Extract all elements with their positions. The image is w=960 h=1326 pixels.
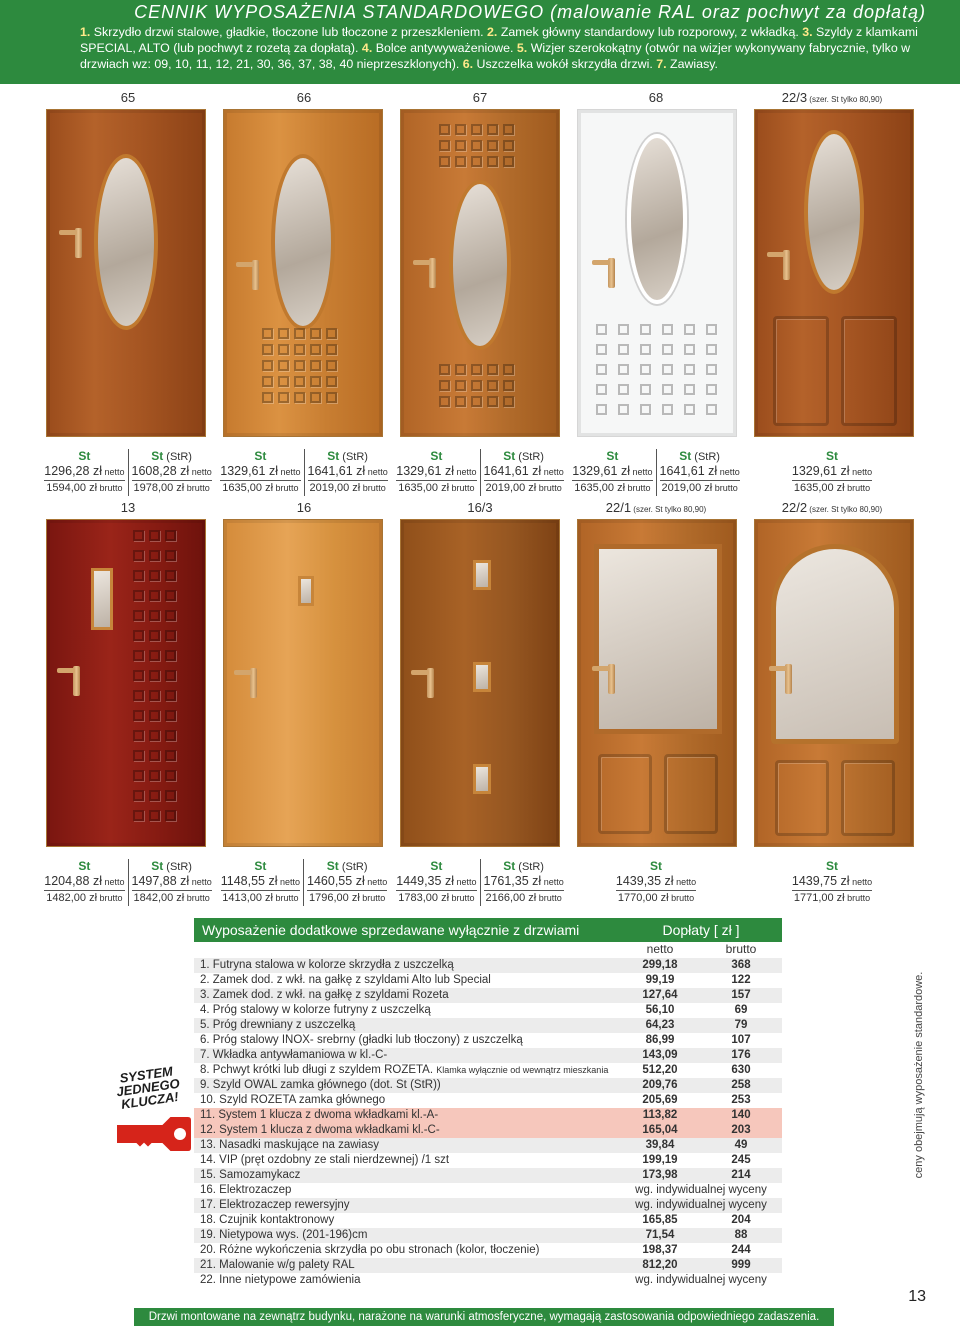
- row-brutto: 140: [731, 1109, 751, 1121]
- door-panel: [775, 760, 829, 836]
- row-name: 22. Inne nietypowe zamówienia: [200, 1274, 361, 1286]
- door-slot: [394, 519, 567, 855]
- door-image-22-3[interactable]: [754, 109, 914, 437]
- door-image-16[interactable]: [223, 519, 383, 847]
- door-label: 16: [296, 500, 312, 515]
- row-brutto: 122: [731, 974, 751, 986]
- item-text: Zawiasy.: [666, 57, 718, 71]
- door-image-67[interactable]: [400, 109, 560, 437]
- square-pattern: [439, 124, 514, 167]
- door-slot: [394, 109, 567, 445]
- row-netto: 71,54: [645, 1229, 675, 1241]
- door-panel: [841, 316, 897, 426]
- square-pattern: [596, 324, 718, 415]
- table-row: [194, 973, 782, 988]
- page-number: 13: [908, 1288, 926, 1305]
- single-key-system-badge: [108, 1063, 188, 1162]
- price-cell: [40, 859, 216, 906]
- item-number: 5.: [516, 41, 528, 55]
- door-slot: [570, 109, 743, 445]
- table-row: [194, 1018, 782, 1033]
- table-row: [194, 988, 782, 1003]
- door-handle-icon: [252, 260, 259, 290]
- square-pattern: [262, 328, 337, 403]
- door-images: [40, 109, 920, 445]
- square-pattern: [439, 364, 514, 407]
- row-brutto: 368: [731, 959, 751, 971]
- row-brutto: 204: [731, 1214, 751, 1226]
- rect-glass: [473, 662, 491, 692]
- price-cell: [568, 859, 744, 906]
- price-cell: [40, 449, 216, 496]
- rect-glass: [298, 576, 314, 606]
- item-number: 7.: [656, 57, 667, 71]
- item-number: 6.: [462, 57, 474, 71]
- door-row-2: [40, 500, 920, 906]
- row-price-note: wg. indywidualnej wyceny: [635, 1184, 767, 1196]
- table-row: [194, 1078, 782, 1093]
- door-slot: [747, 519, 920, 855]
- door-handle-icon: [75, 228, 82, 258]
- row-brutto: 253: [731, 1094, 751, 1106]
- table-row: [194, 1033, 782, 1048]
- row-netto: 165,85: [642, 1214, 678, 1226]
- door-image-16-3[interactable]: [400, 519, 560, 847]
- door-label: 22/1 (szer. St tylko 80,90): [605, 500, 707, 515]
- oval-glass: [804, 130, 864, 294]
- row-name: 1. Futryna stalowa w kolorze skrzydła z uszczelką: [200, 959, 454, 971]
- price-row: [40, 859, 920, 906]
- price-col: St 1439,35 zł netto 1770,00 zł brutto: [615, 859, 697, 904]
- badge-text: SYSTEM JEDNEGO KLUCZA!: [115, 1063, 181, 1112]
- row-name: 10. Szyld ROZETA zamka głównego: [200, 1094, 386, 1106]
- door-labels: [40, 90, 920, 105]
- footer-note: Drzwi montowane na zewnątrz budynku, narażone na warunki atmosferyczne, wymagają zastosowania odpowiedniego zadaszenia.: [134, 1308, 834, 1326]
- row-netto: 113,82: [642, 1109, 678, 1121]
- oval-glass: [271, 154, 335, 330]
- door-label: 22/2 (szer. St tylko 80,90): [781, 500, 883, 515]
- table-row: [194, 1108, 782, 1123]
- row-netto: 512,20: [642, 1064, 678, 1076]
- row-netto: 127,64: [642, 989, 678, 1001]
- table-row: [194, 1063, 782, 1078]
- row-netto: 86,99: [645, 1034, 675, 1046]
- row-name: 8. Pchwyt krótki lub długi z szyldem ROZETA. Klamka wyłącznie od wewnątrz mieszkania: [200, 1064, 609, 1076]
- price-col: St (StR) 1761,35 zł netto 2166,00 zł brutto: [480, 859, 567, 906]
- row-name: 3. Zamek dod. z wkł. na gałkę z szyldami Rozeta: [200, 989, 449, 1001]
- accessories-table: [194, 918, 782, 1288]
- price-col: St 1449,35 zł netto 1783,00 zł brutto: [396, 859, 477, 904]
- table-row: [194, 1198, 782, 1213]
- price-cell: [744, 449, 920, 496]
- row-brutto: 49: [734, 1139, 748, 1151]
- door-panel: [598, 754, 652, 834]
- price-col: St 1439,75 zł netto 1771,00 zł brutto: [791, 859, 873, 904]
- item-text: Wizjer szerokokątny (otwór na wizjer wykonywany fabrycznie, tylko w drzwiach wz: 09, 10, 11, 12, 21, 30, 36, 37, 38, 40 nieprzeszklonych).: [80, 41, 911, 71]
- item-number: 1.: [80, 25, 91, 39]
- price-header: Dopłaty [ zł ]: [662, 922, 740, 938]
- arched-glass: [771, 544, 899, 744]
- oval-glass: [94, 154, 158, 330]
- row-name: 20. Różne wykończenia skrzydła po obu stronach (kolor, tłoczenie): [200, 1244, 540, 1256]
- price-cell: [392, 449, 568, 496]
- door-handle-icon: [608, 258, 615, 288]
- row-name: 21. Malowanie w/g palety RAL: [200, 1259, 355, 1271]
- row-brutto: 176: [731, 1049, 751, 1061]
- door-images: [40, 519, 920, 855]
- row-brutto: 258: [731, 1079, 751, 1091]
- door-slot: [40, 109, 213, 445]
- table-row: [194, 1183, 782, 1198]
- table-row: [194, 1153, 782, 1168]
- row-brutto: 79: [734, 1019, 748, 1031]
- door-label: 67: [472, 90, 488, 105]
- row-name: 2. Zamek dod. z wkł. na gałkę z szyldami Alto lub Special: [200, 974, 491, 986]
- row-name: 5. Próg drewniany z uszczelką: [200, 1019, 356, 1031]
- row-name: 15. Samozamykacz: [200, 1169, 301, 1181]
- price-col: St 1329,61 zł netto 1635,00 zł brutto: [572, 449, 653, 494]
- door-label: 66: [296, 90, 312, 105]
- door-handle-icon: [73, 666, 80, 696]
- price-col: St (StR) 1497,88 zł netto 1842,00 zł brutto: [128, 859, 215, 906]
- price-cell: [392, 859, 568, 906]
- price-cell: [216, 859, 392, 906]
- square-pattern: [133, 530, 176, 821]
- price-cell: [744, 859, 920, 906]
- door-handle-icon: [608, 664, 615, 694]
- door-slot: [570, 519, 743, 855]
- door-image-22-2[interactable]: [754, 519, 914, 847]
- table-row: [194, 1258, 782, 1273]
- row-brutto: 245: [731, 1154, 751, 1166]
- item-text: Skrzydło drzwi stalowe, gładkie, tłoczone lub tłoczone z przeszkleniem.: [90, 25, 488, 39]
- item-text: Zamek główny standardowy lub rozporowy, z wkładką.: [497, 25, 803, 39]
- table-row: [194, 1138, 782, 1153]
- row-netto: 56,10: [645, 1004, 675, 1016]
- row-price-note: wg. indywidualnej wyceny: [635, 1274, 767, 1286]
- door-handle-icon: [427, 668, 434, 698]
- price-col: St 1329,61 zł netto 1635,00 zł brutto: [791, 449, 873, 494]
- row-netto: 812,20: [642, 1259, 678, 1271]
- row-name: 18. Czujnik kontaktronowy: [200, 1214, 335, 1226]
- door-handle-icon: [785, 664, 792, 694]
- door-label: 68: [648, 90, 664, 105]
- door-label: 65: [120, 90, 136, 105]
- row-name: 17. Elektrozaczep rewersyjny: [200, 1199, 350, 1211]
- row-name: 16. Elektrozaczep: [200, 1184, 292, 1196]
- door-slot: [217, 519, 390, 855]
- door-slot: [217, 109, 390, 445]
- table-row: [194, 1003, 782, 1018]
- table-row: [194, 1093, 782, 1108]
- door-slot: [747, 109, 920, 445]
- row-name: 9. Szyld OWAL zamka głównego (dot. St (StR)): [200, 1079, 441, 1091]
- item-number: 2.: [487, 25, 498, 39]
- accessories-title: Wyposażenie dodatkowe sprzedawane wyłącznie z drzwiami: [202, 922, 580, 938]
- item-number: 3.: [802, 25, 813, 39]
- price-col: St 1329,61 zł netto 1635,00 zł brutto: [396, 449, 477, 494]
- door-panel: [841, 760, 895, 836]
- row-name: 19. Nietypowa wys. (201-196)cm: [200, 1229, 368, 1241]
- row-netto: 199,19: [642, 1154, 678, 1166]
- table-row: [194, 1228, 782, 1243]
- door-image-13[interactable]: [46, 519, 206, 847]
- price-col: St (StR) 1460,55 zł netto 1796,00 zł brutto: [303, 859, 390, 906]
- accessories-rows: [194, 958, 782, 1288]
- row-brutto: 999: [731, 1259, 751, 1271]
- row-name: 13. Nasadki maskujące na zawiasy: [200, 1139, 379, 1151]
- row-brutto: 157: [731, 989, 751, 1001]
- door-panel: [773, 316, 829, 426]
- price-col: St 1329,61 zł netto 1635,00 zł brutto: [220, 449, 301, 494]
- row-brutto: 214: [731, 1169, 751, 1181]
- door-image-68[interactable]: [577, 109, 737, 437]
- table-row: [194, 1048, 782, 1063]
- side-note: ceny obejmują wyposażenie standardowe.: [913, 971, 925, 1179]
- row-name: 11. System 1 klucza z dwoma wkładkami kl.-A-: [200, 1109, 439, 1121]
- accessories-subheader: [194, 942, 782, 958]
- door-handle-icon: [250, 668, 257, 698]
- row-netto: 173,98: [642, 1169, 678, 1181]
- row-name: 4. Próg stalowy w kolorze futryny z uszczelką: [200, 1004, 431, 1016]
- table-row: [194, 958, 782, 973]
- row-brutto: 107: [731, 1034, 751, 1046]
- rect-glass: [473, 764, 491, 794]
- price-col: St (StR) 1641,61 zł netto 2019,00 zł brutto: [480, 449, 567, 496]
- row-name: 7. Wkładka antywłamaniowa w kl.-C-: [200, 1049, 388, 1061]
- row-brutto: 203: [731, 1124, 751, 1136]
- row-price-note: wg. indywidualnej wyceny: [635, 1199, 767, 1211]
- price-col: St (StR) 1641,61 zł netto 2019,00 zł brutto: [656, 449, 743, 496]
- row-netto: 209,76: [642, 1079, 678, 1091]
- row-name: 6. Próg stalowy INOX- srebrny (gładki lub tłoczony) z uszczelką: [200, 1034, 523, 1046]
- door-label: 22/3 (szer. St tylko 80,90): [781, 90, 883, 105]
- row-netto: 99,19: [645, 974, 675, 986]
- table-row: [194, 1168, 782, 1183]
- door-handle-icon: [783, 250, 790, 280]
- price-col: St (StR) 1641,61 zł netto 2019,00 zł brutto: [304, 449, 391, 496]
- rect-glass: [594, 544, 722, 734]
- door-image-22-1[interactable]: [577, 519, 737, 847]
- row-name: 12. System 1 klucza z dwoma wkładkami kl.-C-: [200, 1124, 440, 1136]
- price-col: St (StR) 1608,28 zł netto 1978,00 zł brutto: [128, 449, 215, 496]
- table-row: [194, 1273, 782, 1288]
- oval-glass: [627, 134, 687, 304]
- door-row-1: [40, 90, 920, 496]
- row-brutto: 69: [734, 1004, 748, 1016]
- door-label: 16/3: [467, 500, 493, 515]
- row-netto: 165,04: [642, 1124, 678, 1136]
- door-labels: [40, 500, 920, 515]
- door-handle-icon: [429, 258, 436, 288]
- oval-glass: [449, 180, 511, 350]
- col-brutto: brutto: [725, 942, 757, 956]
- col-netto: netto: [646, 942, 674, 956]
- table-row: [194, 1243, 782, 1258]
- rect-glass: [91, 568, 113, 630]
- banner-title: CENNIK WYPOSAŻENIA STANDARDOWEGO (malowanie RAL oraz pochwyt za dopłatą): [134, 2, 926, 22]
- row-brutto: 244: [731, 1244, 751, 1256]
- accessories-header: [194, 918, 782, 942]
- table-row: [194, 1213, 782, 1228]
- door-image-66[interactable]: [223, 109, 383, 437]
- price-col: St 1204,88 zł netto 1482,00 zł brutto: [44, 859, 125, 904]
- price-col: St 1148,55 zł netto 1413,00 zł brutto: [220, 859, 301, 904]
- price-cell: [216, 449, 392, 496]
- row-netto: 39,84: [645, 1139, 675, 1151]
- row-netto: 143,09: [642, 1049, 678, 1061]
- row-netto: 198,37: [642, 1244, 678, 1256]
- item-number: 4.: [361, 41, 373, 55]
- price-col: St 1296,28 zł netto 1594,00 zł brutto: [44, 449, 125, 494]
- rect-glass: [473, 560, 491, 590]
- key-icon: [114, 1114, 194, 1154]
- row-name: 14. VIP (pręt ozdobny ze stali nierdzewnej) /1 szt: [200, 1154, 450, 1166]
- row-brutto: 88: [734, 1229, 748, 1241]
- item-text: Szyldy z klamkami SPECIAL, ALTO (lub pochwyt z rozetą za dopłatą).: [80, 25, 918, 55]
- row-brutto: 630: [731, 1064, 751, 1076]
- banner-text: [80, 24, 946, 72]
- item-text: Uszczelka wokół skrzydła drzwi.: [473, 57, 657, 71]
- price-cell: [568, 449, 744, 496]
- row-netto: 64,23: [645, 1019, 675, 1031]
- standard-equipment-banner: [0, 0, 960, 84]
- door-label: 13: [120, 500, 136, 515]
- table-row: [194, 1123, 782, 1138]
- price-row: [40, 449, 920, 496]
- item-text: Bolce antywyważeniowe.: [372, 41, 517, 55]
- row-netto: 299,18: [642, 959, 678, 971]
- door-slot: [40, 519, 213, 855]
- door-image-65[interactable]: [46, 109, 206, 437]
- door-panel: [664, 754, 718, 834]
- row-netto: 205,69: [642, 1094, 678, 1106]
